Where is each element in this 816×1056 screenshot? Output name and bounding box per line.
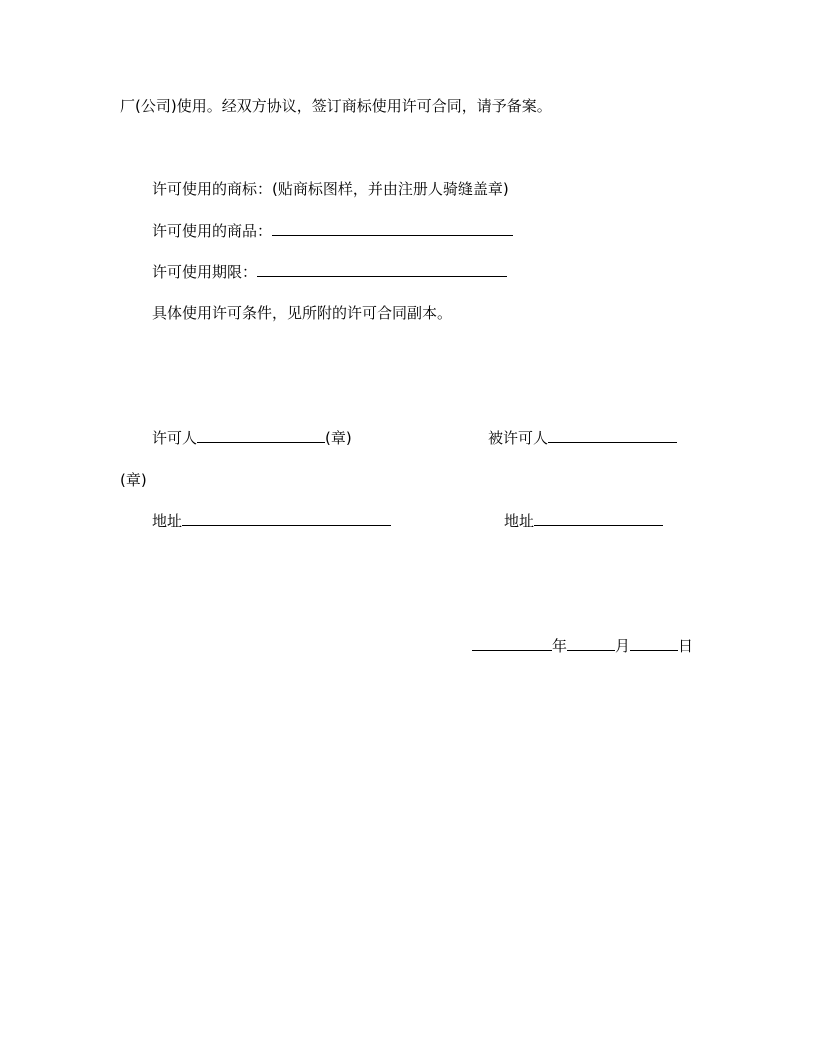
licensor-blank <box>197 428 325 443</box>
licensor-address-blank <box>182 511 391 526</box>
intro-paragraph: 厂(公司)使用。经双方协议，签订商标使用许可合同，请予备案。 <box>120 97 552 115</box>
year-blank <box>472 636 552 651</box>
period-label: 许可使用期限： <box>152 263 258 281</box>
licensor-line <box>152 428 352 448</box>
licensor-seal: (章) <box>325 429 352 447</box>
licensee-line <box>488 428 677 448</box>
licensee-address-label: 地址 <box>504 512 535 530</box>
date-line <box>472 636 693 656</box>
trademark-line: 许可使用的商标：(贴商标图样，并由注册人骑缝盖章) <box>152 180 509 198</box>
licensee-seal: (章) <box>120 471 147 489</box>
day-label: 日 <box>678 637 694 655</box>
month-label: 月 <box>615 637 631 655</box>
month-blank <box>567 636 615 651</box>
licensee-blank <box>548 428 677 443</box>
licensee-address-blank <box>534 511 663 526</box>
day-blank <box>630 636 678 651</box>
year-label: 年 <box>552 637 568 655</box>
licensor-address-label: 地址 <box>152 512 183 530</box>
goods-blank <box>272 221 513 236</box>
goods-line <box>152 221 513 241</box>
licensee-address-line <box>504 511 663 531</box>
period-line <box>152 262 507 282</box>
goods-label: 许可使用的商品： <box>152 222 273 240</box>
period-blank <box>257 262 507 277</box>
licensor-label: 许可人 <box>152 429 198 447</box>
conditions-line: 具体使用许可条件，见所附的许可合同副本。 <box>152 304 453 322</box>
licensor-address-line <box>152 511 391 531</box>
licensee-label: 被许可人 <box>488 429 549 447</box>
